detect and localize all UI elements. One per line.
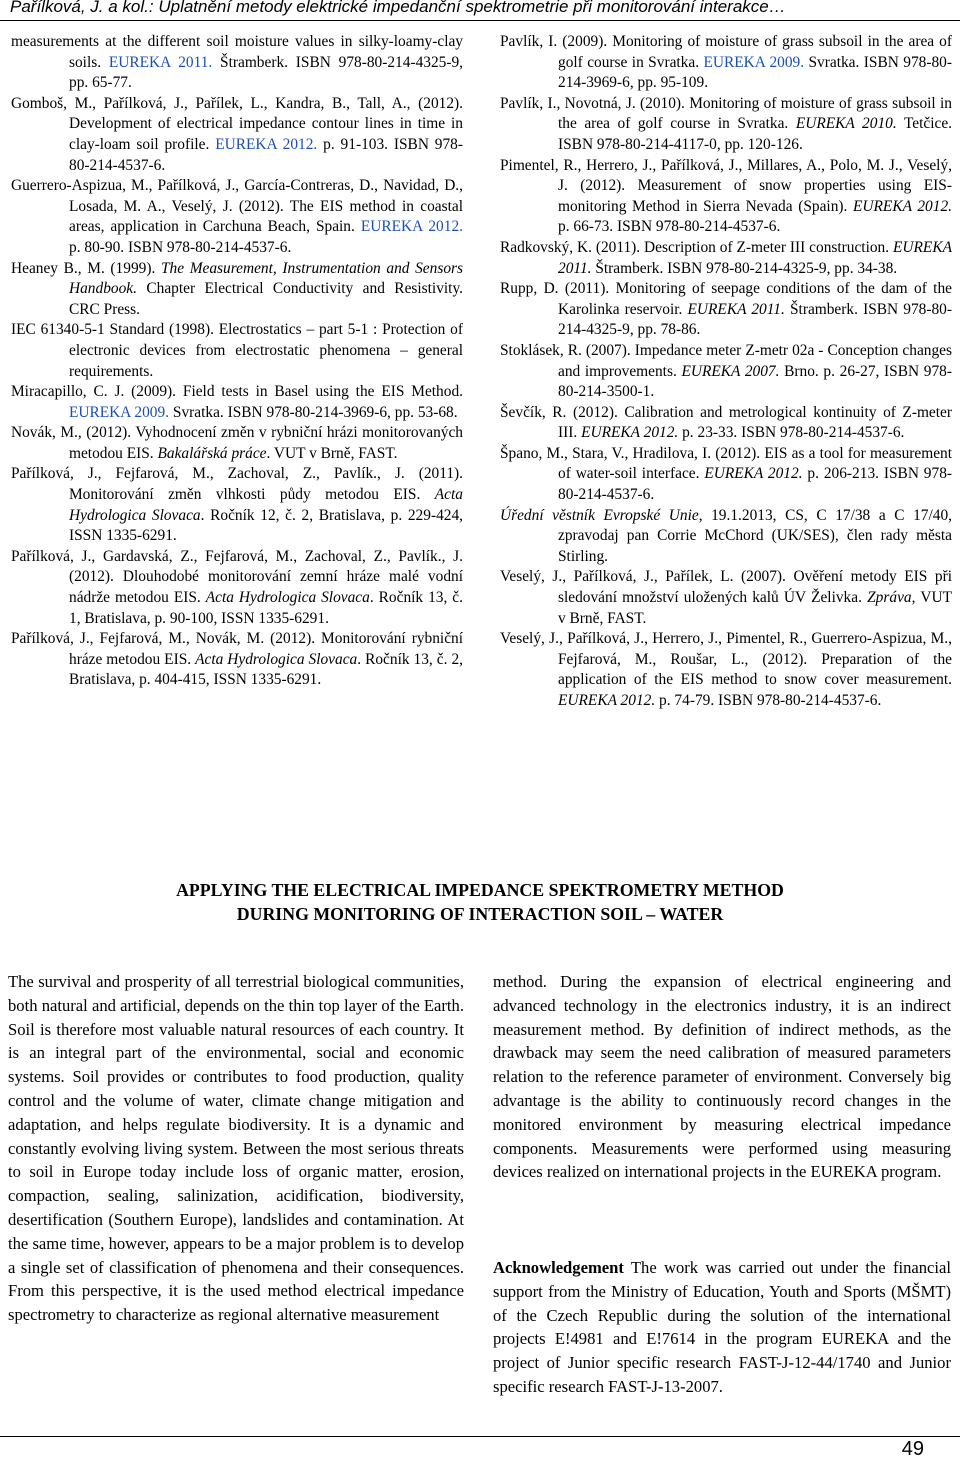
- reference-text: Štramberk. ISBN 978-80-214-4325-9, pp. 34-38.: [591, 259, 898, 277]
- reference-source: Acta Hydrologica Slovaca: [205, 589, 370, 607]
- reference-entry: [500, 444, 952, 506]
- reference-source: EUREKA 2012.: [360, 218, 463, 236]
- reference-text: Štramberk. ISBN 978-80-214-4325-9, pp. 78-86.: [558, 300, 952, 339]
- reference-entry: [11, 464, 463, 546]
- reference-text: , 19.1.2013, CS, C 17/38 a C 17/40, zpravodaj pan Corrie McChord (UK/SES), člen rady města Stirling.: [558, 506, 952, 565]
- reference-text: Radkovský, K. (2011). Description of Z-meter III construction.: [500, 238, 893, 256]
- abstract-left-column: The survival and prosperity of all terrestrial biological communities, both natural and artificial, depends on the thin top layer of the Earth. Soil is therefore most valuable natural resources of each country. It is an integral part of the environmental, social and economic systems. Soil provides or contributes to food production, quality control and the volume of water, climate change mitigation and adaptation, and helps regulate biodiversity. It is a dynamic and constantly evolving living system. Between the most serious threats to soil in Europe today include loss of organic matter, erosion, compaction, sealing, salinization, acidification, biodiversity, desertification (Southern Europe), landslides and contamination. At the same time, however, appears to be a major problem is to develop a single set of classification of phenomena and their consequences. From this perspective, it is the used method electrical impedance spectrometry to characterize as regional alternative measurement: [8, 972, 464, 1325]
- reference-entry: [500, 238, 952, 279]
- reference-entry: [500, 341, 952, 403]
- reference-source: EUREKA 2012.: [853, 197, 952, 215]
- reference-entry: [11, 320, 463, 382]
- acknowledgement-text: The work was carried out under the financial support from the Ministry of Education, Youth and Sports (MŠMT) of the Czech Republic during the solution of the international projects E!4981 and E!7614 in the program EUREKA and the project of Junior specific research FAST-J-12-44/1740 and Junior specific research FAST-J-13-2007.: [493, 1258, 951, 1396]
- reference-entry: [11, 547, 463, 629]
- reference-entry: [11, 629, 463, 691]
- reference-source: EUREKA 2007.: [681, 362, 780, 380]
- reference-text: Pařílková, J., Gardavská, Z., Fejfarová, M., Zachoval, Z., Pavlík., J. (2012). Dlouhodobé monitorování zemní hráze malé vodní nádrže metodou EIS.: [11, 547, 463, 607]
- reference-text: . Ročník 13, č. 2, Bratislava, p. 404-415, ISSN 1335-6291.: [69, 650, 463, 689]
- reference-entry: [11, 32, 463, 94]
- reference-text: Veselý, J., Pařílková, J., Herrero, J., Pimentel, R., Guerrero-Aspizua, M., Fejfarová, M., Roušar, L., (2012). Preparation of the application of the EIS method to snow cover measurement.: [500, 630, 952, 689]
- reference-source: EUREKA 2009.: [703, 53, 805, 71]
- reference-source: EUREKA 2012.: [581, 424, 679, 442]
- reference-text: Štramberk. ISBN 978-80-214-4325-9, pp. 65-77.: [69, 53, 464, 92]
- reference-text: Pavlík, I. (2009). Monitoring of moisture of grass subsoil in the area of golf course in Svratka.: [500, 33, 952, 71]
- reference-text: Gomboš, M., Pařílková, J., Pařílek, L., Kandra, B., Tall, A., (2012). Development of electrical impedance contour lines in time in clay-loam soil profile.: [11, 94, 463, 153]
- reference-entry: [11, 382, 463, 423]
- page-number: 49: [901, 1438, 924, 1460]
- reference-source: Acta Hydrologica Slovaca: [69, 486, 463, 524]
- reference-text: Svratka. ISBN 978-80-214-3969-6, pp. 53-68.: [169, 403, 458, 421]
- acknowledgement-paragraph: [493, 1256, 951, 1399]
- reference-text: Guerrero-Aspizua, M., Pařílková, J., García-Contreras, D., Navidad, D., Losada, M. A., Veselý, J. (2012). The EIS method in coastal areas, application in Carchuna Beach, Spain.: [11, 177, 463, 236]
- acknowledgement-label: Acknowledgement: [493, 1258, 624, 1277]
- reference-text: Veselý, J., Pařílková, J., Pařílek, L. (2007). Ověření metody EIS při sledování množství uložených kalů ÚV Želivka.: [500, 568, 952, 607]
- reference-entry: [11, 94, 463, 176]
- reference-entry: [11, 423, 463, 464]
- reference-entry: [500, 32, 952, 94]
- reference-source: EUREKA 2011.: [108, 53, 213, 71]
- reference-text: p. 74-79. ISBN 978-80-214-4537-6.: [655, 692, 882, 709]
- references-right-column: [500, 32, 952, 712]
- reference-text: p. 23-33. ISBN 978-80-214-4537-6.: [678, 424, 905, 442]
- reference-text: p. 66-73. ISBN 978-80-214-4537-6.: [558, 218, 781, 236]
- reference-source: EUREKA 2011.: [558, 238, 952, 277]
- reference-text: Miracapillo, C. J. (2009). Field tests in Basel using the EIS Method.: [11, 383, 463, 401]
- reference-entry: [11, 259, 463, 321]
- reference-source: EUREKA 2011.: [687, 300, 785, 318]
- reference-text: Špano, M., Stara, V., Hradilova, I. (2012). EIS as a tool for measurement of water-soil interface.: [500, 444, 952, 483]
- abstract-right-column: method. During the expansion of electrical engineering and advanced technology in the electronics industry, it is an indirect measurement method. By definition of indirect methods, as the drawback may seem the need calibration of measured parameters relation to the reference parameter of environment. Conversely big advantage is the ability to continuously record changes in the monitored environment by measuring electrical impedance components. Measurements were performed using measuring devices realized on international projects in the EUREKA program.: [493, 972, 951, 1182]
- reference-source: The Measurement, Instrumentation and Sensors Handbook.: [69, 259, 463, 298]
- reference-source: Bakalářská práce: [157, 444, 267, 462]
- reference-text: measurements at the different soil moisture values in silky-loamy-clay soils.: [11, 33, 463, 71]
- reference-source: EUREKA 2012.: [215, 135, 318, 153]
- reference-text: . Ročník 13, č. 1, Bratislava, p. 90-100, ISSN 1335-6291.: [69, 589, 463, 627]
- reference-source: Úřední věstník Evropské Unie: [500, 506, 699, 524]
- english-title-line-2: DURING MONITORING OF INTERACTION SOIL – WATER: [236, 904, 724, 924]
- reference-entry: [500, 567, 952, 629]
- reference-entry: [11, 176, 463, 258]
- reference-text: Chapter Electrical Conductivity and Resistivity. CRC Press.: [69, 280, 463, 318]
- reference-text: Pařílková, J., Fejfarová, M., Zachoval, Z., Pavlík., J. (2011). Monitorování změn vlhkosti půdy metodou EIS.: [11, 465, 463, 504]
- reference-text: Pimentel, R., Herrero, J., Pařílková, J., Millares, A., Polo, M. J., Veselý, J. (2012). Measurement of snow properties using EIS-monitoring Method in Sierra Nevada (Spain).: [500, 156, 952, 215]
- reference-text: IEC 61340-5-1 Standard (1998). Electrostatics – part 5-1 : Protection of electronic devices from electrostatic phenomena – general requirements.: [11, 321, 463, 380]
- english-title-line-1: APPLYING THE ELECTRICAL IMPEDANCE SPEKTROMETRY METHOD: [176, 880, 784, 900]
- reference-entry: [500, 403, 952, 444]
- reference-text: Brno. p. 26-27, ISBN 978-80-214-3500-1.: [558, 362, 952, 401]
- references-left-column: [11, 32, 463, 691]
- reference-text: Stoklásek, R. (2007). Impedance meter Z-metr 02a - Conception changes and improvements.: [500, 341, 952, 380]
- reference-text: p. 206-213. ISBN 978-80-214-4537-6.: [558, 465, 953, 504]
- reference-entry: [500, 629, 952, 711]
- reference-text: Svratka. ISBN 978-80-214-3969-6, pp. 95-109.: [558, 53, 952, 92]
- reference-text: . VUT v Brně, FAST.: [266, 444, 398, 462]
- reference-text: . Ročník 12, č. 2, Bratislava, p. 229-424, ISSN 1335-6291.: [69, 506, 463, 545]
- reference-text: Rupp, D. (2011). Monitoring of seepage conditions of the dam of the Karolinka reservoir.: [500, 280, 952, 318]
- reference-text: p. 80-90. ISBN 978-80-214-4537-6.: [69, 238, 292, 256]
- reference-entry: [500, 506, 952, 568]
- reference-text: Tetčice. ISBN 978-80-214-4117-0, pp. 120-126.: [558, 115, 952, 153]
- reference-source: EUREKA 2012.: [558, 692, 656, 709]
- reference-text: Novák, M., (2012). Vyhodnocení změn v rybniční hrázi monitorovaných metodou EIS.: [11, 424, 463, 462]
- reference-text: Ševčík, R. (2012). Calibration and metrological kontinuity of Z-meter III.: [500, 403, 952, 442]
- reference-source: EUREKA 2012.: [704, 465, 803, 483]
- reference-text: Pavlík, I., Novotná, J. (2010). Monitoring of moisture of grass subsoil in the area of golf course in Svratka.: [500, 94, 952, 133]
- running-header: [0, 0, 960, 18]
- reference-source: EUREKA 2009.: [69, 403, 170, 421]
- reference-entry: [500, 156, 952, 238]
- header-rule: [0, 20, 960, 21]
- reference-text: Pařílková, J., Fejfarová, M., Novák, M. (2012). Monitorování rybniční hráze metodou EIS.: [11, 630, 463, 668]
- reference-source: Zpráva: [867, 589, 912, 607]
- english-title: [0, 878, 960, 926]
- reference-text: p. 91-103. ISBN 978-80-214-4537-6.: [69, 135, 464, 174]
- reference-text: , VUT v Brně, FAST.: [558, 589, 952, 627]
- reference-source: Acta Hydrologica Slovaca: [195, 650, 358, 668]
- reference-entry: [500, 94, 952, 156]
- footer-rule: [0, 1436, 960, 1437]
- reference-text: Heaney B., M. (1999).: [11, 259, 161, 277]
- reference-source: EUREKA 2010.: [795, 115, 897, 133]
- running-title: Pařílková, J. a kol.: Uplatnění metody elektrické impedanční spektrometrie při monitorování interakce…: [10, 0, 786, 16]
- reference-entry: [500, 279, 952, 341]
